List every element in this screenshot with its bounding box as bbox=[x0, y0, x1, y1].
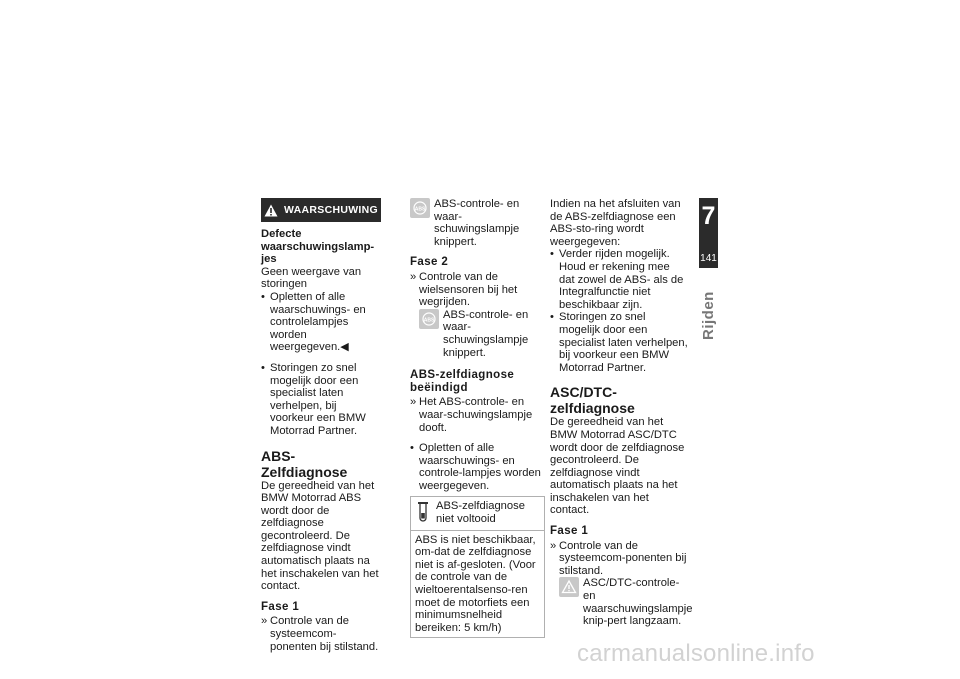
lamp-text: ABS-controle- en waar-schuwingslampje knippert. bbox=[443, 308, 529, 359]
intro-text: Indien na het afsluiten van de ABS-zelfdiagnose een ABS-sto-ring wordt weergegeven: bbox=[550, 198, 681, 248]
abs-lamp-icon bbox=[419, 309, 439, 329]
section-text-asc: De gereedheid van het BMW Motorrad ASC/DTC wordt door de zelfdiagnose gecontroleerd. De zelfdiagnose vindt automatisch plaats na het inschakelen van het contact. bbox=[550, 416, 685, 517]
test-tube-icon bbox=[415, 501, 431, 523]
section-title-asc: ASC/DTC-zelfdiagnose bbox=[550, 384, 635, 417]
phase1-title: Fase 1 bbox=[261, 600, 300, 613]
lamp-text: ABS-controle- en waar-schuwingslampje knippert. bbox=[434, 198, 520, 248]
column-3 bbox=[550, 198, 693, 628]
list-item: • Opletten of alle waarschuwings- en controle-lampjes worden weergegeven. bbox=[410, 442, 541, 492]
end-mark: ◀ bbox=[340, 341, 349, 354]
warning-title: Defecte waarschuwingslamp-jes bbox=[261, 228, 375, 266]
svg-text:ABS: ABS bbox=[423, 317, 435, 324]
abs-lamp-icon bbox=[410, 198, 430, 218]
warning-triangle-icon bbox=[264, 204, 278, 217]
note-box bbox=[410, 496, 545, 638]
note-title: ABS-zelfdiagnose niet voltooid bbox=[436, 500, 525, 526]
chapter-side-label: Rijden bbox=[700, 291, 717, 340]
lamp-row bbox=[559, 577, 693, 628]
column-2 bbox=[410, 198, 545, 638]
svg-text:ABS: ABS bbox=[414, 206, 426, 213]
section-title-abs: ABS-Zelfdiagnose bbox=[261, 447, 348, 480]
chapter-tab bbox=[699, 198, 718, 268]
lamp-row bbox=[410, 198, 545, 248]
chapter-number: 7 bbox=[701, 202, 716, 230]
ended-title: ABS-zelfdiagnose beëindigd bbox=[410, 369, 515, 394]
list-item: • Storingen zo snel mogelijk door een specialist laten verhelpen, bij voorkeur een BMW Motorrad Partner. bbox=[550, 311, 688, 374]
watermark: carmanualsonline.info bbox=[577, 640, 815, 667]
list-item: • Storingen zo snel mogelijk door een specialist laten verhelpen, bij voorkeur een BMW Motorrad Partner. bbox=[261, 361, 366, 437]
phase2-title: Fase 2 bbox=[410, 256, 449, 269]
warning-header bbox=[261, 198, 381, 222]
list-item: » Het ABS-controle- en waar-schuwingslampje dooft. bbox=[410, 396, 533, 434]
note-body: ABS is niet beschikbaar, om-dat de zelfdiagnose niet is af-gesloten. (Voor de controle van de wieltoerentalsenso-ren moet de motorfiets een minimumsnelheid bereiken: 5 km/h) bbox=[415, 533, 536, 634]
lamp-row bbox=[419, 309, 545, 359]
column-1 bbox=[261, 198, 381, 653]
section-text-abs: De gereedheid van het BMW Motorrad ABS wordt door de zelfdiagnose gecontroleerd. De zelfdiagnose vindt automatisch plaats na het inschakelen van het contact. bbox=[261, 479, 379, 593]
page-number: 141 bbox=[700, 253, 717, 264]
list-item: • Verder rijden mogelijk. Houd er rekening mee dat zowel de ABS- als de Integralfunctie niet beschikbaar zijn. bbox=[550, 248, 684, 311]
phase1-title-asc: Fase 1 bbox=[550, 525, 589, 538]
list-item: » Controle van de wielsensoren bij het wegrijden. bbox=[410, 270, 518, 309]
lamp-text: ASC/DTC-controle- en waarschuwingslampje knip-pert langzaam. bbox=[583, 577, 693, 628]
warning-intro: Geen weergave van storingen bbox=[261, 265, 362, 291]
list-item: • Opletten of alle waarschuwings- en controlelampjes worden weergegeven.◀ bbox=[261, 290, 366, 354]
asc-lamp-icon bbox=[559, 577, 579, 597]
list-item: » Controle van de systeemcom-ponenten bij stilstand. bbox=[261, 615, 379, 653]
list-item: » Controle van de systeemcom-ponenten bij stilstand. bbox=[550, 539, 687, 577]
warning-label: WAARSCHUWING bbox=[283, 203, 378, 216]
